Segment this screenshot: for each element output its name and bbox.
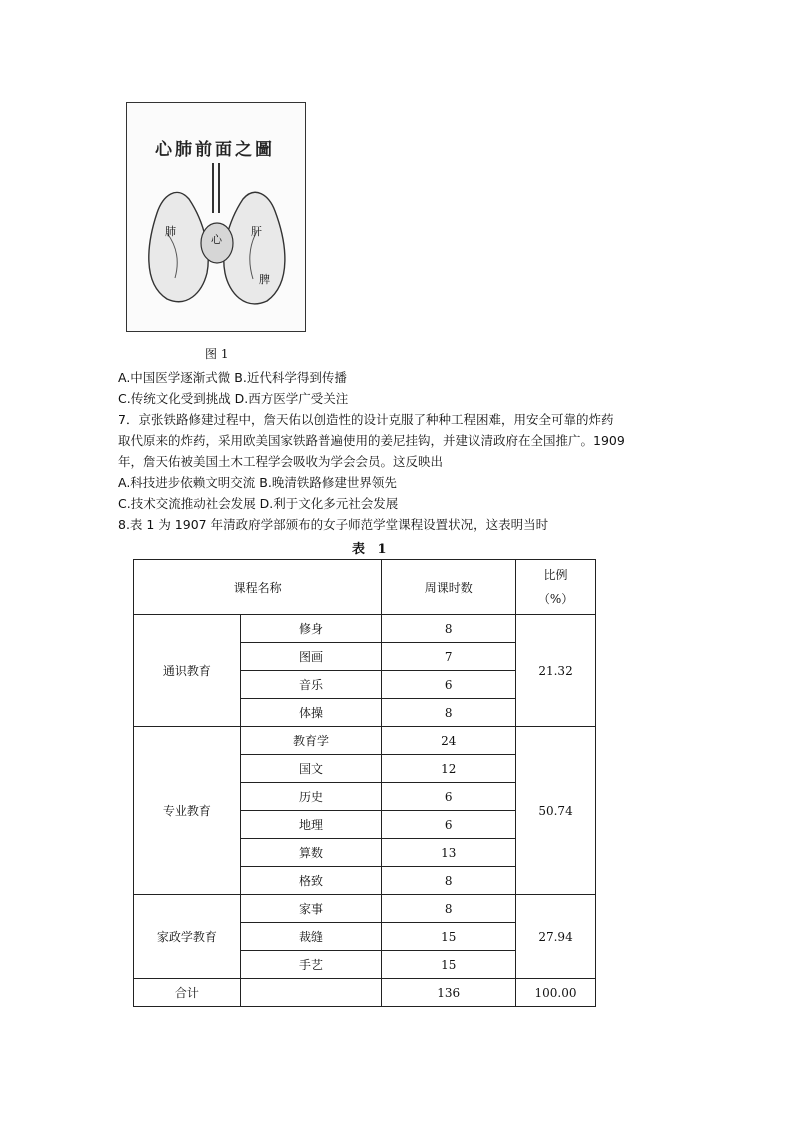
table-row xyxy=(134,895,596,923)
course-hours: 15 xyxy=(382,923,516,951)
course-name: 算数 xyxy=(240,839,382,867)
total-course xyxy=(240,979,382,1007)
table-row xyxy=(134,615,596,643)
course-name: 音乐 xyxy=(240,671,382,699)
header-pct-line2: （%） xyxy=(537,592,574,606)
course-name: 手艺 xyxy=(240,951,382,979)
header-course-name: 课程名称 xyxy=(134,560,382,615)
anatomy-figure xyxy=(126,102,306,332)
course-name: 国文 xyxy=(240,755,382,783)
course-hours: 12 xyxy=(382,755,516,783)
course-name: 裁缝 xyxy=(240,923,382,951)
figure-caption: 图 1 xyxy=(205,347,229,361)
course-name: 修身 xyxy=(240,615,382,643)
course-table xyxy=(133,559,596,1007)
q7-stem-line2: 取代原来的炸药，采用欧美国家铁路普遍使用的姜尼挂钩，并建议清政府在全国推广。1909 xyxy=(118,433,625,448)
header-percentage xyxy=(516,560,596,615)
q7-options-line1: A.科技进步依赖文明交流 B.晚清铁路修建世界领先 xyxy=(118,475,397,490)
course-name: 地理 xyxy=(240,811,382,839)
group-name: 通识教育 xyxy=(134,615,241,727)
organ-label: 肺 xyxy=(165,225,176,238)
q6-options-line1: A.中国医学逐渐式微 B.近代科学得到传播 xyxy=(118,370,347,385)
course-name: 历史 xyxy=(240,783,382,811)
figure-title: 心肺前面之圖 xyxy=(155,140,275,160)
header-pct-line1: 比例 xyxy=(543,568,568,582)
course-name: 图画 xyxy=(240,643,382,671)
q7-stem-line3: 年，詹天佑被美国土木工程学会吸收为学会会员。这反映出 xyxy=(118,454,444,469)
course-hours: 8 xyxy=(382,699,516,727)
q7-stem-line1: 7．京张铁路修建过程中，詹天佑以创造性的设计克服了种种工程困难，用安全可靠的炸药 xyxy=(118,412,614,427)
course-hours: 6 xyxy=(382,811,516,839)
total-hours: 136 xyxy=(382,979,516,1007)
group-pct: 27.94 xyxy=(516,895,596,979)
lungs-illustration xyxy=(127,103,305,331)
course-hours: 24 xyxy=(382,727,516,755)
total-pct: 100.00 xyxy=(516,979,596,1007)
group-pct: 21.32 xyxy=(516,615,596,727)
course-hours: 6 xyxy=(382,671,516,699)
course-hours: 8 xyxy=(382,615,516,643)
course-hours: 7 xyxy=(382,643,516,671)
total-label: 合计 xyxy=(134,979,241,1007)
header-weekly-hours: 周课时数 xyxy=(382,560,516,615)
group-pct: 50.74 xyxy=(516,727,596,895)
q8-stem: 8.表 1 为 1907 年清政府学部颁布的女子师范学堂课程设置状况，这表明当时 xyxy=(118,517,549,532)
group-name: 专业教育 xyxy=(134,727,241,895)
course-name: 格致 xyxy=(240,867,382,895)
q6-options-line2: C.传统文化受到挑战 D.西方医学广受关注 xyxy=(118,391,349,406)
q7-options-line2: C.技术交流推动社会发展 D.利于文化多元社会发展 xyxy=(118,496,399,511)
table-title: 表 1 xyxy=(352,542,391,557)
course-hours: 15 xyxy=(382,951,516,979)
group-name: 家政学教育 xyxy=(134,895,241,979)
organ-label: 心 xyxy=(211,233,222,246)
course-name: 体操 xyxy=(240,699,382,727)
course-hours: 8 xyxy=(382,867,516,895)
total-row xyxy=(134,979,596,1007)
course-hours: 13 xyxy=(382,839,516,867)
course-name: 家事 xyxy=(240,895,382,923)
course-hours: 8 xyxy=(382,895,516,923)
organ-label: 肝 xyxy=(251,225,262,238)
course-name: 教育学 xyxy=(240,727,382,755)
course-hours: 6 xyxy=(382,783,516,811)
organ-label: 脾 xyxy=(259,273,270,286)
table-row xyxy=(134,727,596,755)
